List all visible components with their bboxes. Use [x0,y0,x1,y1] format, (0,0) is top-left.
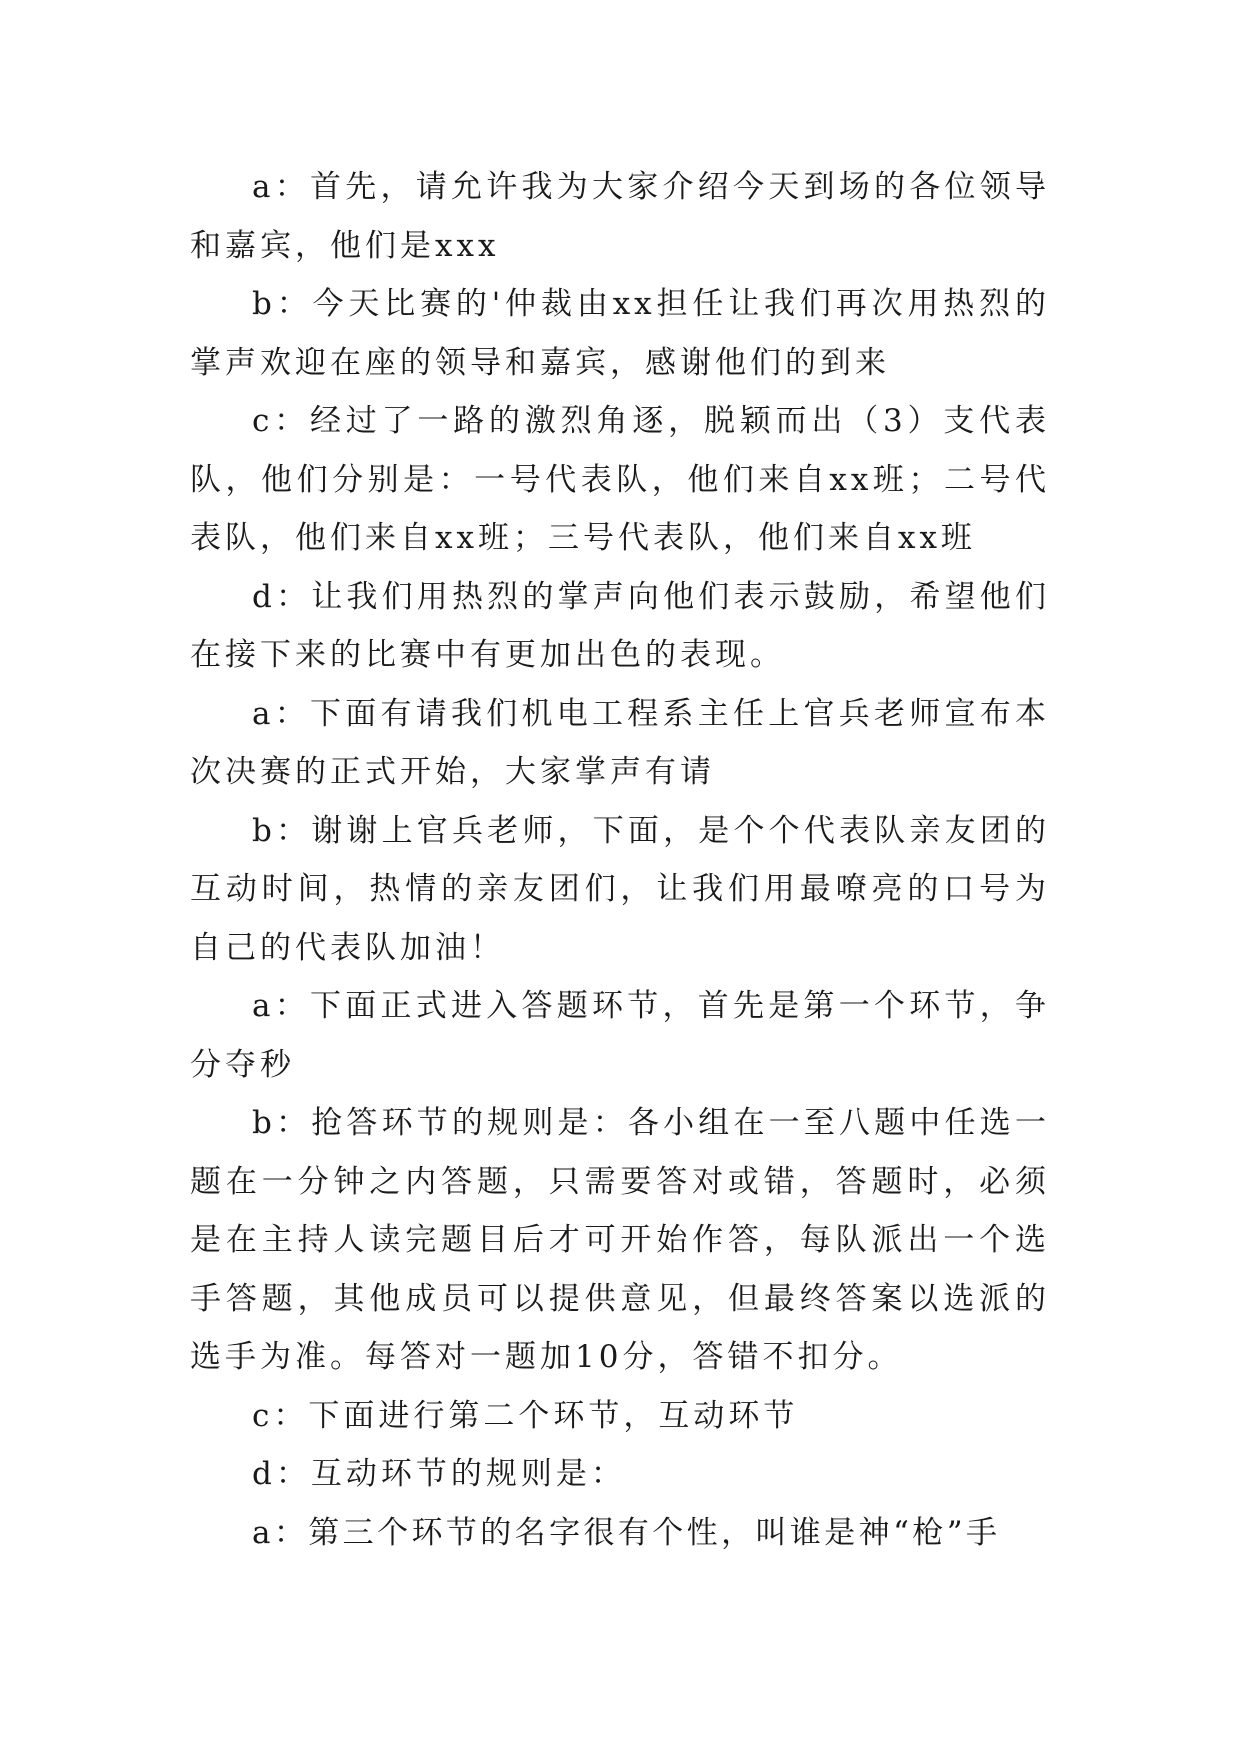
paragraph-host-c-teams: c：经过了一路的激烈角逐，脱颖而出（3）支代表队，他们分别是：一号代表队，他们来自xx班；二号代表队，他们来自xx班；三号代表队，他们来自xx班 [190,403,1050,556]
paragraph-host-d-interactive-rules: d：互动环节的规则是： [252,1456,626,1492]
paragraph-host-a-opening: a：下面有请我们机电工程系主任上官兵老师宣布本次决赛的正式开始，大家掌声有请 [190,695,1050,790]
paragraph-host-a-round-one: a：下面正式进入答题环节，首先是第一个环节，争分夺秒 [190,988,1050,1083]
paragraph-host-d-encourage: d：让我们用热烈的掌声向他们表示鼓励，希望他们在接下来的比赛中有更加出色的表现。 [190,578,1050,673]
paragraph-host-b-judge: b：今天比赛的'仲裁由xx担任让我们再次用热烈的掌声欢迎在座的领导和嘉宾，感谢他们的到来 [190,286,1050,381]
paragraph-host-b-cheer: b：谢谢上官兵老师，下面，是个个代表队亲友团的互动时间，热情的亲友团们，让我们用最嘹亮的口号为自己的代表队加油！ [190,812,1050,966]
paragraph-host-a-intro: a：首先，请允许我为大家介绍今天到场的各位领导和嘉宾，他们是xxx [190,169,1050,264]
paragraph-host-c-round-two: c：下面进行第二个环节，互动环节 [252,1397,799,1434]
document-body [190,158,1050,1562]
paragraph-host-b-rules: b：抢答环节的规则是：各小组在一至八题中任选一题在一分钟之内答题，只需要答对或错，答题时，必须是在主持人读完题目后才可开始作答，每队派出一个选手答题，其他成员可以提供意见，但最终答案以选派的选手为准。每答对一题加10分，答错不扣分。 [190,1105,1050,1375]
paragraph-host-a-round-three: a：第三个环节的名字很有个性，叫谁是神“枪”手 [252,1514,1001,1551]
